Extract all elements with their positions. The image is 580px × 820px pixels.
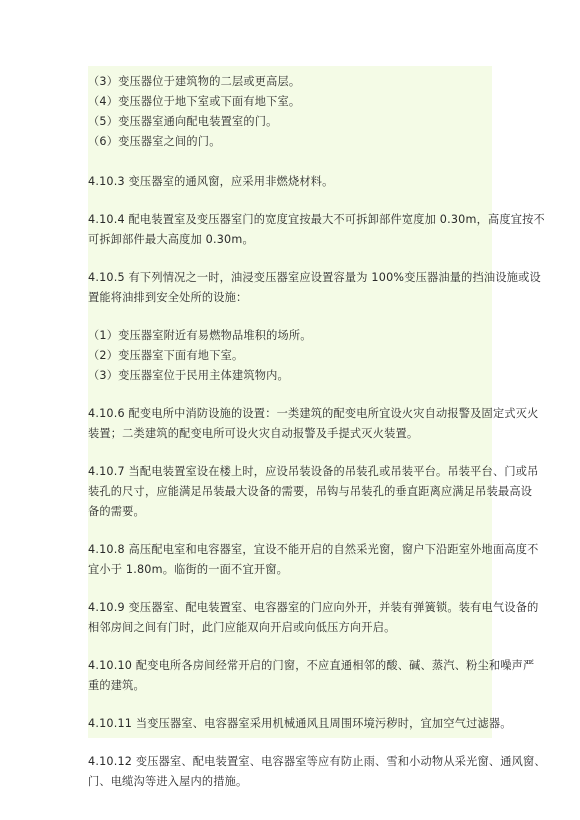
clause-line: 4.10.3 变压器室的通风窗，应采用非燃烧材料。 [88, 175, 334, 188]
clause-line: 4.10.7 当配电装置室设在楼上时，应设吊装设备的吊装孔或吊装平台。吊装平台、门或吊 [88, 465, 539, 478]
clause-line: 4.10.12 变压器室、配电装置室、电容器室等应有防止雨、雪和小动物从采光窗、通风窗、 [88, 755, 546, 768]
clause-4-10-5 [88, 268, 541, 308]
clause-4-10-10 [88, 656, 535, 696]
clause-4-10-8 [88, 540, 539, 580]
clause-4-10-4 [88, 210, 545, 250]
clause-line: 置能将油排到安全处所的设施： [88, 291, 248, 304]
clause-4-10-12 [88, 752, 546, 792]
list-item: （6）变压器室之间的门。 [88, 135, 221, 148]
clause-line: 备的需要。 [88, 505, 145, 518]
clause-line: 4.10.5 有下列情况之一时，油浸变压器室应设置容量为 100%变压器油量的挡油设施或设 [88, 271, 541, 284]
clause-line: 相邻房间之间有门时，此门应能双向开启或向低压方向开启。 [88, 621, 396, 634]
clause-4-10-9 [88, 598, 539, 638]
list-item: （4）变压器位于地下室或下面有地下室。 [88, 95, 301, 108]
list-item: （1）变压器室附近有易燃物品堆积的场所。 [88, 329, 312, 342]
clause-4-10-11 [88, 714, 512, 734]
list-top [88, 72, 492, 152]
clause-line: 装置；二类建筑的配变电所可设火灾自动报警及手提式灭火装置。 [88, 427, 419, 440]
clause-line: 可拆卸部件最大高度加 0.30m。 [88, 233, 254, 246]
document-content-panel [88, 66, 546, 788]
clause-4-10-7 [88, 462, 539, 522]
clause-line: 4.10.11 当变压器室、电容器室采用机械通风且周围环境污秽时，宜加空气过滤器。 [88, 717, 512, 730]
clause-line: 重的建筑。 [88, 679, 145, 692]
list-item: （3）变压器位于建筑物的二层或更高层。 [88, 75, 301, 88]
clause-line: 装孔的尺寸，应能满足吊装最大设备的需要，吊钩与吊装孔的垂直距离应满足吊装最高设 [88, 485, 533, 498]
list-mid [88, 326, 492, 386]
clause-4-10-6 [88, 404, 539, 444]
list-item: （5）变压器室通向配电装置室的门。 [88, 115, 278, 128]
clause-line: 4.10.4 配电装置室及变压器室门的宽度宜按最大不可拆卸部件宽度加 0.30m，高度宜按不 [88, 213, 545, 226]
clause-line: 4.10.10 配变电所各房间经常开启的门窗，不应直通相邻的酸、碱、蒸汽、粉尘和噪声严 [88, 659, 535, 672]
clause-line: 4.10.8 高压配电室和电容器室，宜设不能开启的自然采光窗，窗户下沿距室外地面高度不 [88, 543, 539, 556]
list-item: （2）变压器室下面有地下室。 [88, 349, 244, 362]
clause-4-10-3 [88, 172, 492, 192]
clause-line: 门、电缆沟等进入屋内的措施。 [88, 775, 248, 788]
list-item: （3）变压器室位于民用主体建筑物内。 [88, 369, 289, 382]
clause-line: 4.10.6 配变电所中消防设施的设置：一类建筑的配变电所宜设火灾自动报警及固定式灭火 [88, 407, 539, 420]
clause-line: 4.10.9 变压器室、配电装置室、电容器室的门应向外开，并装有弹簧锁。装有电气设备的 [88, 601, 539, 614]
clause-line: 宜小于 1.80m。临街的一面不宜开窗。 [88, 563, 288, 576]
